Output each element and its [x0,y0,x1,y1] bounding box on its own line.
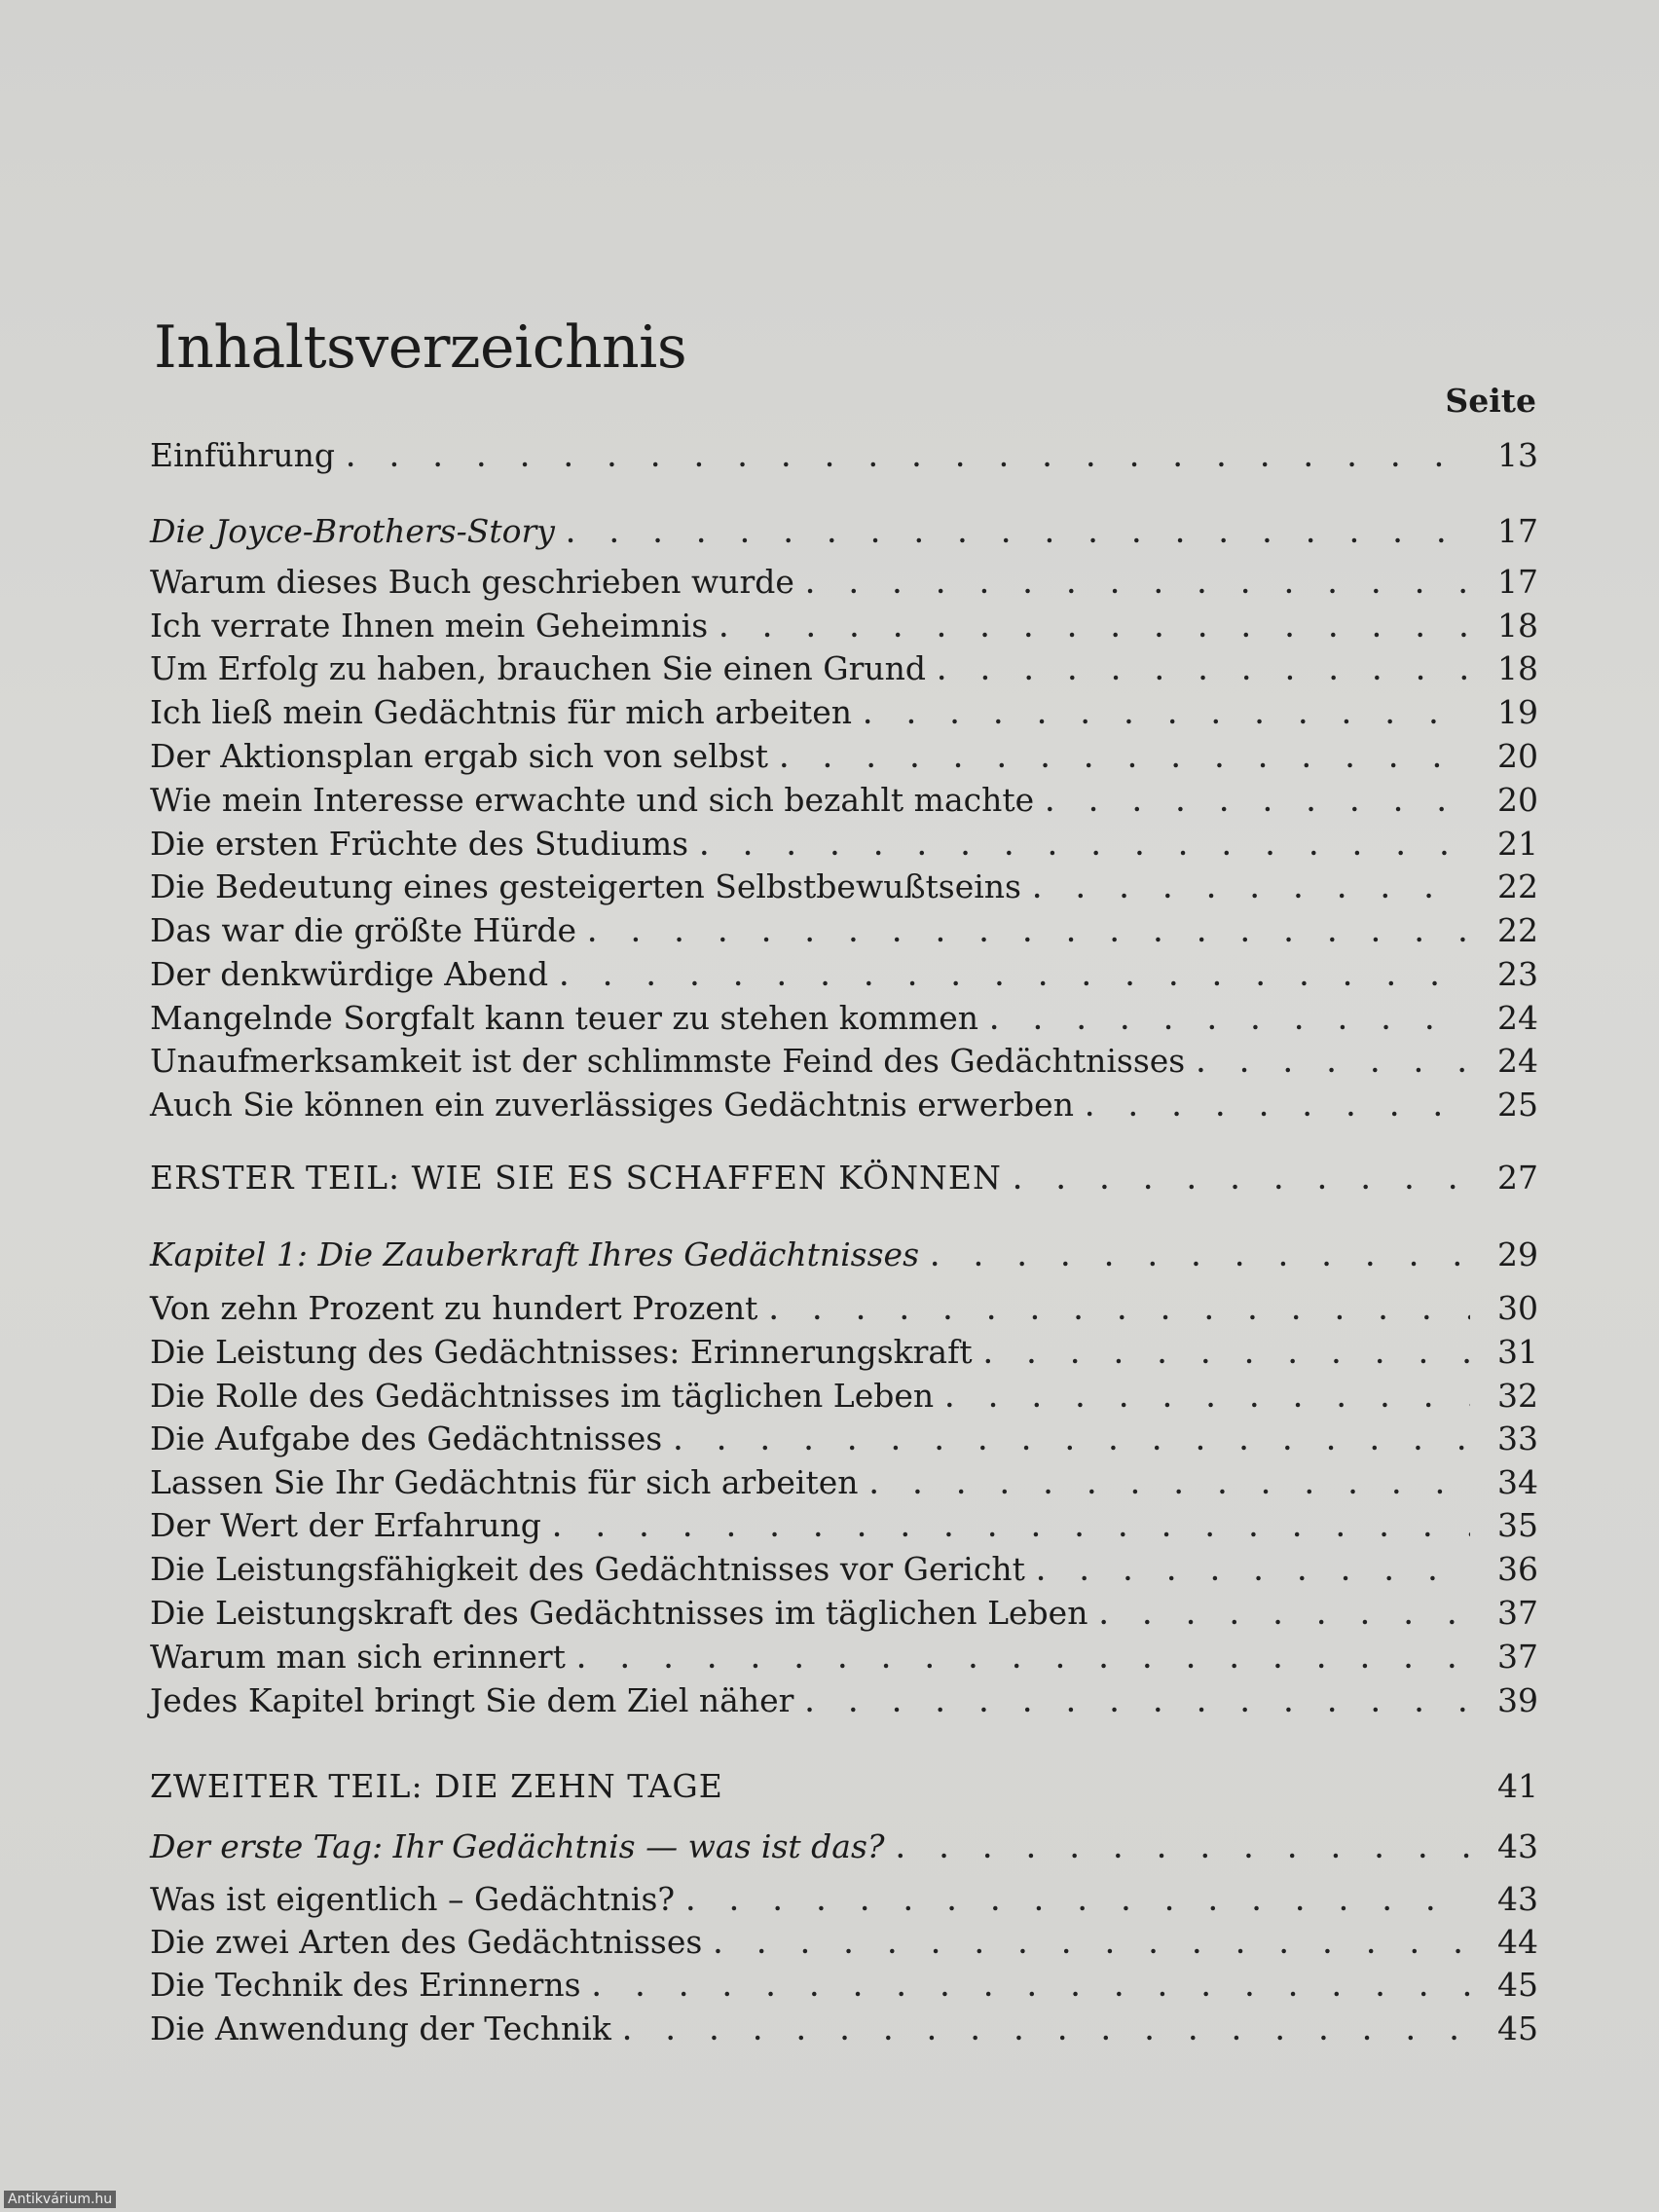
toc-entry-page: 33 [1497,1419,1538,1457]
toc-entry [150,866,1538,908]
leader-dots [719,608,1470,650]
toc-entry [150,1375,1538,1418]
toc-entry-page: 41 [1497,1767,1538,1805]
toc-entry-page: 24 [1497,1042,1538,1080]
toc-entry [150,997,1538,1040]
toc-part-heading [150,1157,1538,1199]
toc-entry-title: Auch Sie können ein zuverlässiges Gedächtnis erwerben [150,1086,1074,1124]
toc-entry-page: 17 [1497,563,1538,601]
toc-entry-title: Die Leistung des Gedächtnisses: Erinnerungskraft [150,1333,973,1371]
toc-entry [150,1878,1538,1921]
leader-dots [938,650,1470,693]
leader-dots [686,1881,1470,1924]
toc-entry-page: 22 [1497,867,1538,905]
leader-dots [560,956,1470,999]
toc-entry [150,1504,1538,1547]
toc-entry-page: 29 [1497,1235,1538,1273]
leader-dots [553,1507,1470,1550]
toc-section-heading [150,1234,1538,1276]
toc-entry [150,1964,1538,2007]
toc-entry-page: 37 [1497,1594,1538,1632]
toc-entry [150,1636,1538,1678]
leader-dots [769,1290,1470,1333]
leader-dots [870,1464,1470,1507]
toc-entry [150,605,1538,647]
toc-entry-page: 37 [1497,1638,1538,1676]
leader-dots [931,1236,1470,1279]
toc-entry-page: 36 [1497,1550,1538,1588]
toc-entry-title: Die Leistungsfähigkeit des Gedächtnisses vor Gericht [150,1550,1025,1588]
leader-dots [990,1000,1470,1043]
toc-entry-page: 23 [1497,955,1538,993]
toc-entry-page: 43 [1497,1880,1538,1918]
toc-entry-title: Das war die größte Hürde [150,911,576,949]
toc-entry-page: 44 [1497,1923,1538,1961]
toc-entry [150,779,1538,822]
toc-entry-page: 27 [1497,1159,1538,1197]
toc-entry-page: 20 [1497,781,1538,819]
toc-entry [150,561,1538,604]
toc-entry [150,1679,1538,1722]
toc-entry-page: 25 [1497,1086,1538,1124]
toc-entry [150,434,1538,477]
toc-entry-title: ERSTER TEIL: WIE SIE ES SCHAFFEN KÖNNEN [150,1159,1002,1197]
toc-entry-page: 18 [1497,607,1538,645]
toc-entry-title: Die ersten Früchte des Studiums [150,825,689,863]
toc-entry-title: Die Bedeutung eines gesteigerten Selbstbewußtseins [150,867,1021,905]
toc-entry-page: 22 [1497,911,1538,949]
leader-dots [984,1334,1470,1377]
leader-dots [567,513,1470,556]
toc-entry-page: 17 [1497,512,1538,550]
leader-dots [577,1639,1470,1681]
leader-dots [1046,782,1470,825]
toc-entry-page: 18 [1497,649,1538,687]
leader-dots [780,738,1470,781]
toc-entry [150,691,1538,734]
page-column-label: Seite [1445,382,1536,420]
leader-dots [588,912,1470,955]
toc-entry-title: Die Rolle des Gedächtnisses im täglichen Leben [150,1377,935,1415]
toc-entry-title: Mangelnde Sorgfalt kann teuer zu stehen kommen [150,999,979,1037]
toc-entry [150,647,1538,690]
toc-entry [150,1418,1538,1460]
toc-entry-page: 39 [1497,1681,1538,1719]
toc-entry-page: 35 [1497,1506,1538,1544]
toc-entry [150,1921,1538,1964]
toc-entry-page: 31 [1497,1333,1538,1371]
leader-dots [806,564,1470,607]
toc-entry-page: 24 [1497,999,1538,1037]
toc-part-heading [150,1754,1538,1805]
toc-entry-page: 45 [1497,2009,1538,2047]
toc-entry-title: Wie mein Interesse erwachte und sich bezahlt machte [150,781,1035,819]
leader-dots [593,1967,1470,2009]
toc-entry-title: Die Leistungskraft des Gedächtnisses im täglichen Leben [150,1594,1088,1632]
toc-entry-title: ZWEITER TEIL: DIE ZEHN TAGE [150,1767,723,1805]
leader-dots [674,1420,1470,1463]
toc-section-heading [150,510,1538,553]
toc-entry-title: Ich ließ mein Gedächtnis für mich arbeiten [150,693,852,731]
toc-entry-page: 43 [1497,1827,1538,1865]
toc-entry-page: 19 [1497,693,1538,731]
toc-entry-title: Um Erfolg zu haben, brauchen Sie einen Grund [150,649,927,687]
toc-entry-title: Die Technik des Erinnerns [150,1966,581,2004]
toc-entry-title: Die zwei Arten des Gedächtnisses [150,1923,703,1961]
leader-dots [864,694,1470,737]
toc-entry-page: 45 [1497,1966,1538,2004]
toc-entry-title: Von zehn Prozent zu hundert Prozent [150,1289,758,1327]
toc-entry-title: Warum man sich erinnert [150,1638,566,1676]
toc-entry [150,1461,1538,1504]
toc-entry-page: 34 [1497,1463,1538,1501]
toc-entry-title: Lassen Sie Ihr Gedächtnis für sich arbeiten [150,1463,859,1501]
toc-entry-title: Der denkwürdige Abend [150,955,549,993]
leader-dots [897,1828,1470,1871]
toc-entry-title: Kapitel 1: Die Zauberkraft Ihres Gedächtnisses [150,1235,920,1273]
toc-entry [150,1040,1538,1083]
toc-entry-title: Was ist eigentlich – Gedächtnis? [150,1880,676,1918]
toc-section-heading [150,1825,1538,1868]
toc-entry-page: 13 [1497,436,1538,474]
toc-entry-title: Die Joyce-Brothers-Story [150,512,555,550]
toc-entry-title: Einführung [150,436,336,474]
toc-entry [150,735,1538,778]
toc-entry [150,1331,1538,1374]
leader-dots [1037,1551,1470,1594]
toc-entry-title: Der Wert der Erfahrung [150,1506,541,1544]
toc-entry [150,1084,1538,1126]
toc-entry-page: 20 [1497,737,1538,775]
leader-dots [805,1682,1470,1725]
toc-entry [150,2008,1538,2050]
toc-entry [150,823,1538,866]
leader-dots [735,1754,1470,1797]
toc-entry [150,1592,1538,1635]
leader-dots [1099,1595,1470,1638]
leader-dots [945,1378,1470,1420]
toc-entry-title: Der Aktionsplan ergab sich von selbst [150,737,769,775]
toc-entry [150,1287,1538,1330]
toc-entry [150,909,1538,952]
leader-dots [700,826,1470,868]
toc-entry-title: Unaufmerksamkeit ist der schlimmste Feind des Gedächtnisses [150,1042,1186,1080]
toc-entry-title: Die Anwendung der Technik [150,2009,611,2047]
leader-dots [1014,1160,1470,1202]
toc-entry [150,1548,1538,1591]
leader-dots [1033,868,1470,911]
toc-entry-title: Der erste Tag: Ihr Gedächtnis — was ist das? [150,1827,885,1865]
leader-dots [623,2010,1470,2053]
toc-entry-title: Ich verrate Ihnen mein Geheimnis [150,607,709,645]
leader-dots [714,1924,1470,1967]
page-title: Inhaltsverzeichnis [154,313,687,383]
toc-entry-page: 21 [1497,825,1538,863]
toc-entry-title: Die Aufgabe des Gedächtnisses [150,1419,663,1457]
watermark-label: Antikvárium.hu [4,2191,116,2208]
toc-entry [150,953,1538,996]
leader-dots [1086,1087,1470,1129]
leader-dots [347,437,1470,480]
toc-entry-title: Warum dieses Buch geschrieben wurde [150,563,794,601]
toc-entry-page: 32 [1497,1377,1538,1415]
toc-entry-title: Jedes Kapitel bringt Sie dem Ziel näher [150,1681,794,1719]
leader-dots [1197,1043,1470,1086]
toc-entry-page: 30 [1497,1289,1538,1327]
